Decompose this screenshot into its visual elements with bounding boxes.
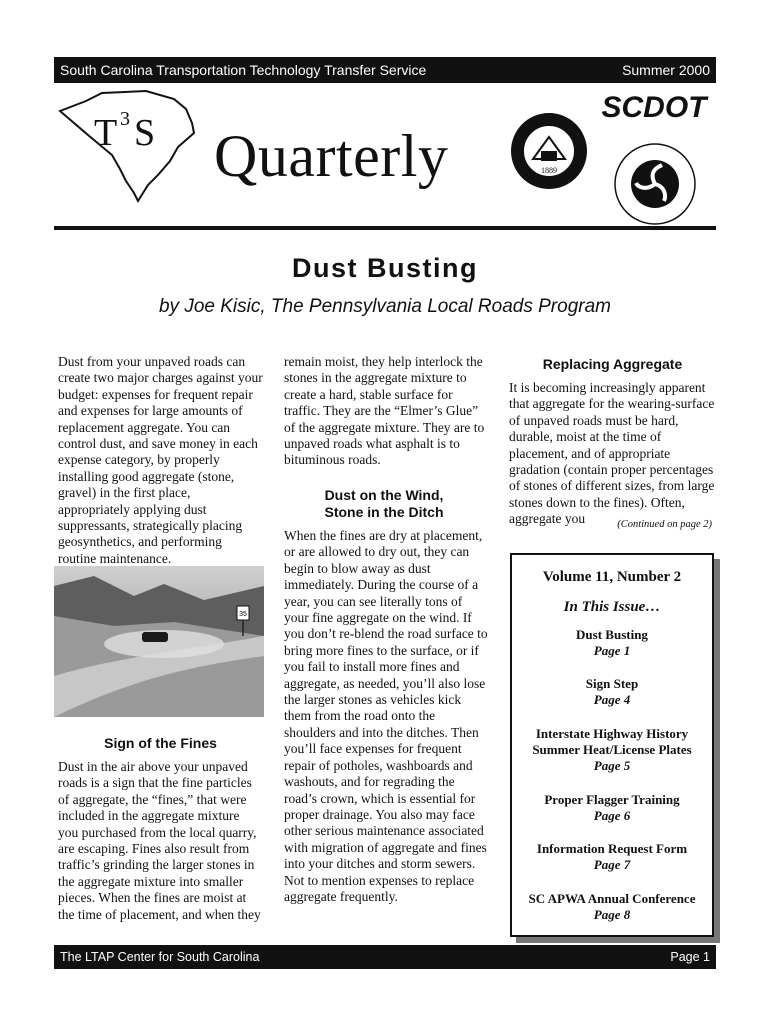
issue-entry-page: Page 4 — [593, 692, 631, 707]
issue-entry-title: Information Request Form — [536, 841, 688, 856]
header-org: South Carolina Transportation Technology Transfer Service — [60, 62, 427, 78]
logo-letter-s: S — [134, 112, 156, 154]
continued-note: (Continued on page 2) — [617, 519, 712, 530]
clemson-seal-logo — [509, 111, 589, 191]
issue-entry-title-2: Summer Heat/License Plates — [532, 742, 692, 757]
issue-entry-page: Page 6 — [593, 808, 631, 823]
issue-entry — [512, 891, 712, 923]
issue-entry-title: Interstate Highway History — [535, 726, 689, 741]
photo-speed-sign: 35 — [239, 611, 247, 618]
issue-entry — [512, 841, 712, 873]
usdot-seal-logo — [612, 141, 698, 227]
issue-volume: Volume 11, Number 2 — [542, 569, 682, 585]
road-dust-photo — [54, 566, 264, 717]
logo-superscript-3: 3 — [120, 108, 130, 130]
issue-entry-title: Dust Busting — [576, 627, 648, 642]
issue-entry-title: Proper Flagger Training — [544, 792, 680, 807]
issue-entry-title: Sign Step — [585, 676, 639, 691]
replacing-aggregate-paragraph: It is becoming increasingly apparent that aggregate for the wearing-surface of unpaved roads must be hard, durable, moist at the time of placement, and of appropriate gradation (contain proper percentages of stones of different sizes, from large stones down to the fines). Often, aggregate you — [509, 380, 715, 527]
col2-paragraph: remain moist, they help interlock the stones in the aggregate mixture to create a hard, stable surface for traffic. They are the “Elmer’s Glue” of the aggregate mixture. They are to unpaved roads what asphalt is to bituminous roads. — [284, 354, 485, 468]
footer-bar — [54, 945, 716, 969]
heading-sign-of-fines: Sign of the Fines — [104, 735, 217, 751]
logo-letter-t: T — [94, 112, 118, 154]
sign-of-fines-paragraph: Dust in the air above your unpaved roads is a sign that the fine particles of aggregate, the “fines,” that were included in the aggregate mixture you purchased from the local quarry, are escaping. Fines also result from traffic’s grinding the larger stones in the aggregate mixture into smaller pieces. When the fines are moist at the time of placement, and when they — [58, 759, 261, 922]
footer-page-number: Page 1 — [670, 950, 710, 964]
heading-dust-on-wind-line2: Stone in the Ditch — [324, 504, 444, 520]
heading-dust-on-wind — [284, 487, 484, 521]
issue-entry-page: Page 5 — [593, 758, 631, 773]
issue-entry-title: SC APWA Annual Conference — [528, 891, 696, 906]
dust-on-wind-paragraph: When the fines are dry at placement, or are allowed to dry out, they can begin to blow away as dust immediately. During the course of a year, you can see literally tons of your fine aggregate on the wind. If you don’t re-blend the road surface to bring more fines to the surface, or if you fail to install more fines and aggregate, as needed, you’ll also lose the larger stones as vehicles kick them from the road onto the shoulders and into the ditches. Then you’ll face expenses for frequent repair of potholes, washboards and washouts, and for regrading the road’s crown, which is essential for proper drainage. You also may face other serious maintenance associated with migration of aggregate and fines into your ditches and storm sewers. Not to mention expenses to replace aggregate frequently. — [284, 528, 488, 904]
issue-entry-page: Page 8 — [593, 907, 631, 922]
scdot-wordmark: SCDOT — [601, 91, 707, 123]
clemson-year: 1889 — [541, 166, 557, 175]
heading-replacing-aggregate: Replacing Aggregate — [542, 356, 683, 372]
issue-entry-page: Page 1 — [593, 643, 631, 658]
issue-entry — [512, 676, 712, 708]
masthead-rule — [54, 226, 716, 230]
intro-paragraph: Dust from your unpaved roads can create two major charges against your budget: expenses for frequent repair and expenses for large amounts of replacement aggregate. You can control dust, and save money in each expense category, by properly installing good aggregate (stone, gravel) in the first place, appropriately applying dust suppressants, strategically placing geosynthetics, and performing routine maintenance. — [58, 354, 263, 566]
issue-entry-page: Page 7 — [593, 857, 631, 872]
heading-dust-on-wind-line1: Dust on the Wind, — [324, 487, 444, 503]
issue-entry — [512, 627, 712, 659]
footer-center-name: The LTAP Center for South Carolina — [60, 950, 260, 964]
t3s-state-logo — [54, 89, 204, 207]
article-byline: by Joe Kisic, The Pennsylvania Local Roads Program — [158, 296, 611, 317]
issue-entry — [512, 792, 712, 824]
issue-entry — [512, 726, 712, 774]
masthead-title: Quarterly — [214, 123, 449, 189]
masthead — [54, 85, 716, 228]
scdot-logo — [594, 87, 714, 123]
article-title: Dust Busting — [292, 253, 478, 283]
header-season: Summer 2000 — [622, 62, 710, 78]
issue-heading: In This Issue… — [563, 599, 661, 615]
header-bar — [54, 57, 716, 83]
in-this-issue-box — [510, 553, 714, 937]
